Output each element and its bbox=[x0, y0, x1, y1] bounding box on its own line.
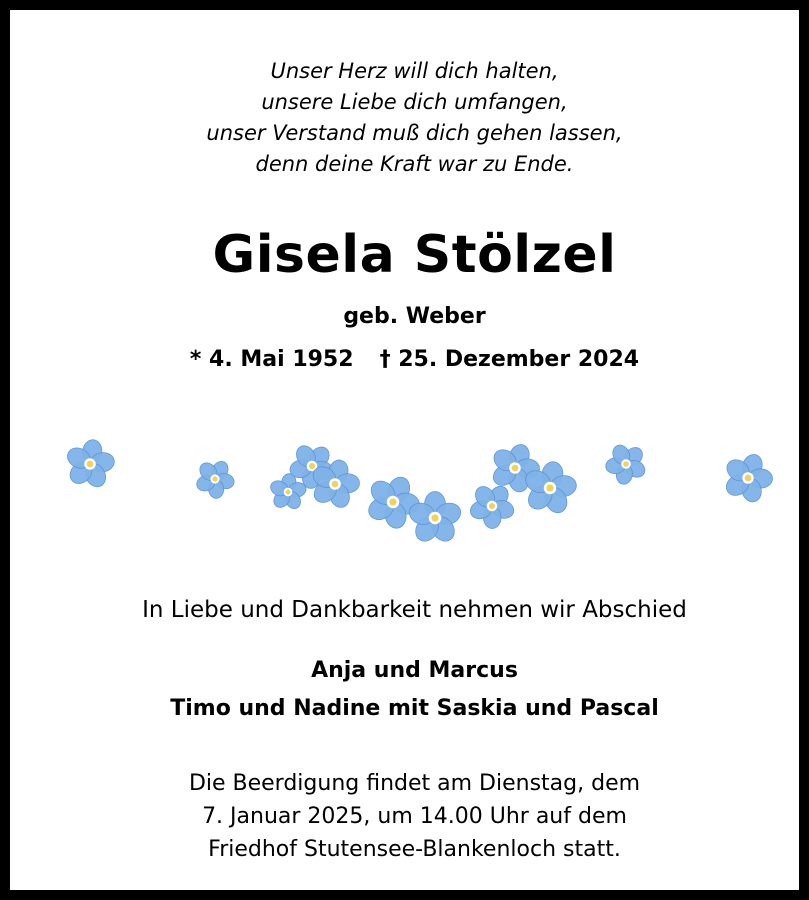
family-line: Anja und Marcus bbox=[311, 658, 518, 683]
forget-me-not-flower-icon bbox=[60, 435, 120, 493]
poem-line: denn deine Kraft war zu Ende. bbox=[255, 152, 574, 176]
forget-me-not-flower-icon bbox=[187, 452, 243, 507]
funeral-line: Die Beerdigung findet am Dienstag, dem bbox=[188, 771, 641, 796]
family-line: Timo und Nadine mit Saskia und Pascal bbox=[170, 696, 659, 721]
death-date: † 25. Dezember 2024 bbox=[379, 347, 640, 372]
funeral-line: Friedhof Stutensee-Blankenloch statt. bbox=[208, 837, 621, 862]
deceased-name: Gisela Stölzel bbox=[212, 225, 617, 285]
poem bbox=[10, 56, 809, 180]
forget-me-not-flowers bbox=[10, 430, 809, 560]
forget-me-not-flower-icon bbox=[596, 434, 656, 494]
forget-me-not-flower-icon bbox=[715, 446, 781, 511]
poem-line: unsere Liebe dich umfangen, bbox=[261, 90, 568, 114]
poem-line: unser Verstand muß dich gehen lassen, bbox=[206, 121, 623, 145]
birth-date: * 4. Mai 1952 bbox=[189, 347, 354, 372]
funeral-line: 7. Januar 2025, um 14.00 Uhr auf dem bbox=[202, 804, 627, 829]
funeral-info bbox=[10, 767, 809, 866]
poem-line: Unser Herz will dich halten, bbox=[270, 59, 559, 83]
life-dates bbox=[10, 345, 809, 375]
birth-name: geb. Weber bbox=[343, 304, 486, 329]
farewell-text: In Liebe und Dankbarkeit nehmen wir Abschied bbox=[142, 597, 687, 623]
family-names bbox=[10, 652, 809, 728]
